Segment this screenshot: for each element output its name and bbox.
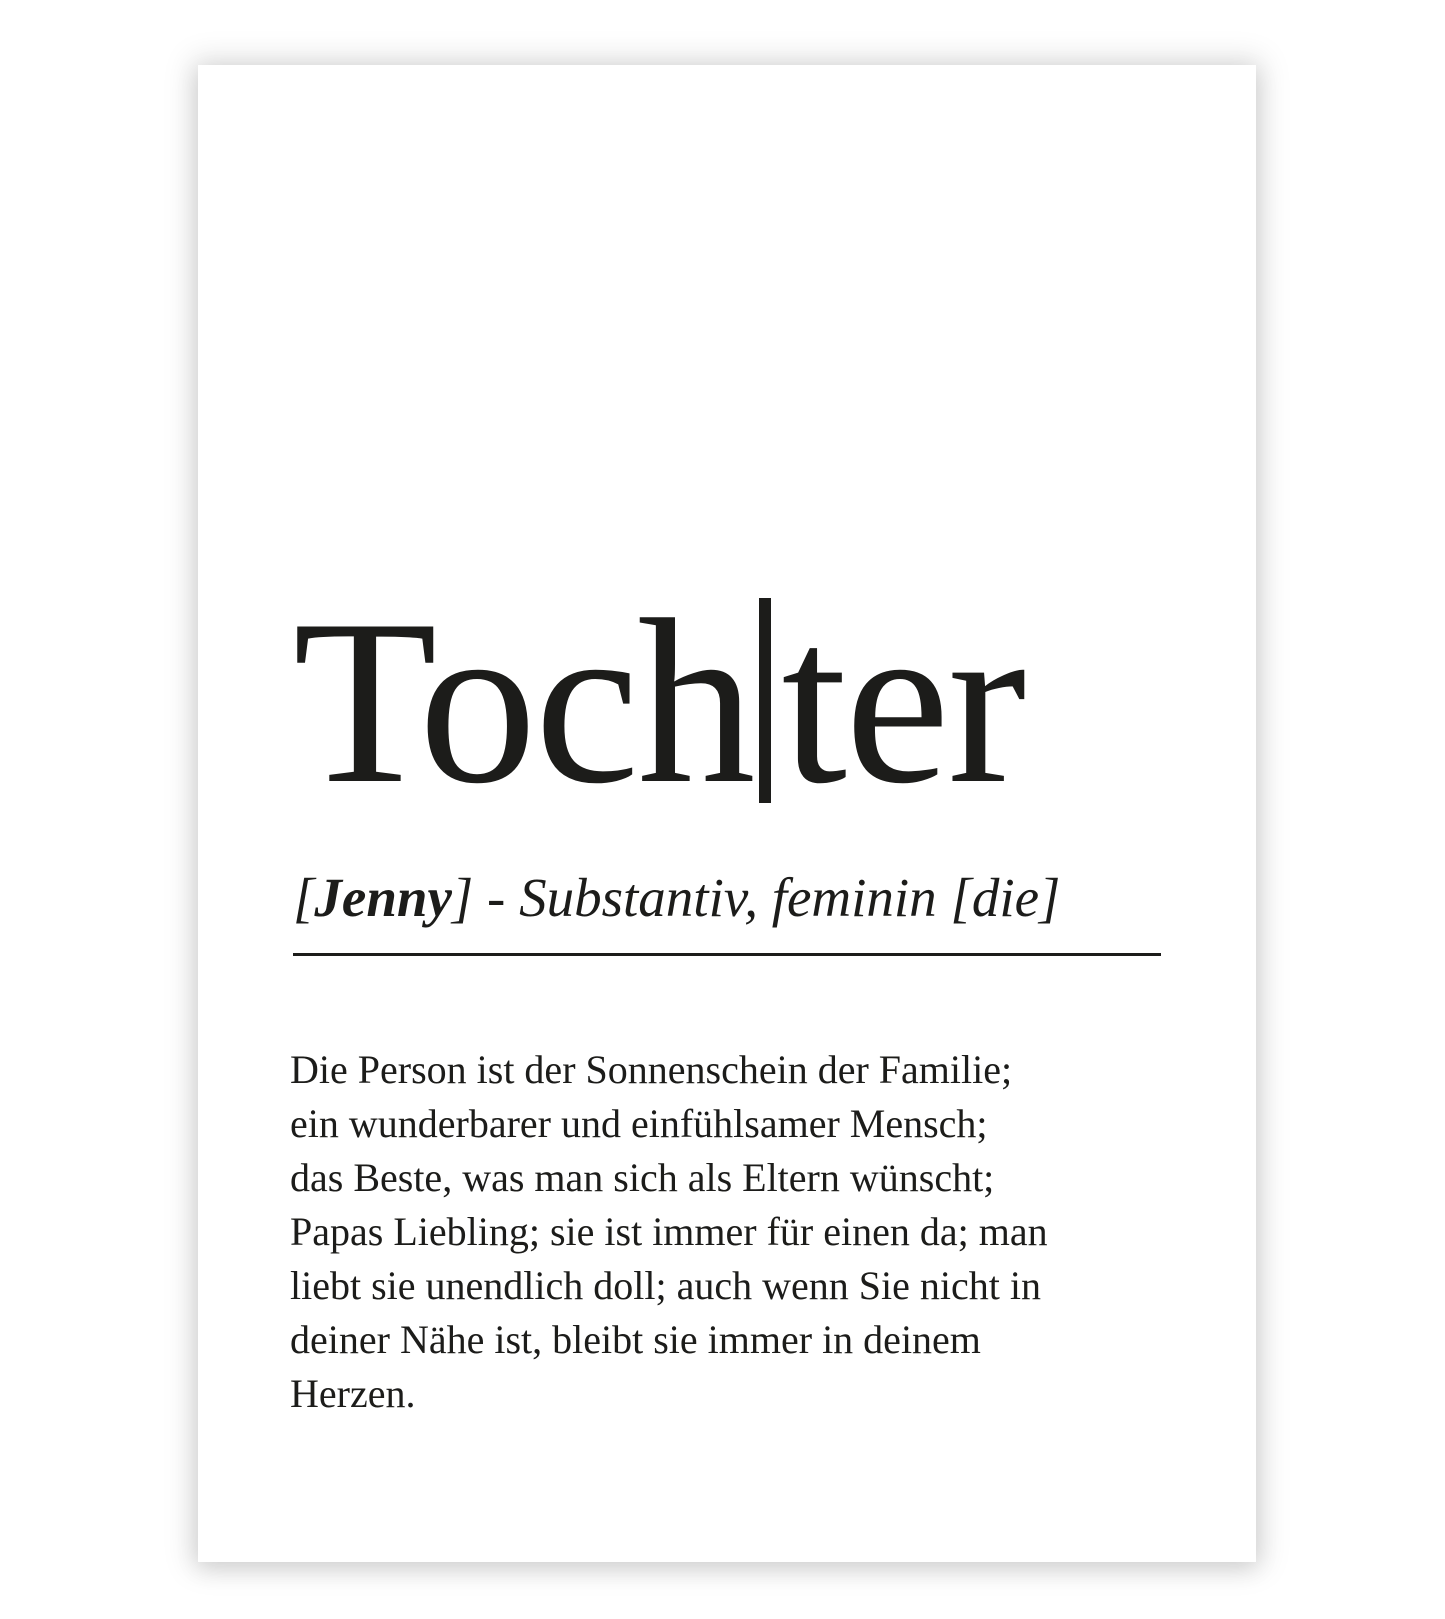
definition-line: ein wunderbarer und einfühlsamer Mensch; bbox=[290, 1101, 988, 1146]
personal-name: Jenny bbox=[314, 867, 452, 928]
headword bbox=[293, 572, 1025, 833]
headword-part-2: ter bbox=[781, 572, 1025, 833]
divider-rule bbox=[293, 953, 1161, 956]
definition-line: deiner Nähe ist, bleibt sie immer in deinem bbox=[290, 1317, 981, 1362]
headword-part-1: Toch bbox=[293, 572, 754, 833]
grammar-line bbox=[293, 865, 1060, 931]
grammar-details: ] - Substantiv, feminin [die] bbox=[451, 867, 1061, 928]
definition-text bbox=[290, 1043, 1190, 1421]
poster-card bbox=[198, 65, 1256, 1562]
definition-line: Papas Liebling; sie ist immer für einen da; man bbox=[290, 1209, 1048, 1254]
definition-line: das Beste, was man sich als Eltern wünscht; bbox=[290, 1155, 995, 1200]
definition-line: Die Person ist der Sonnenschein der Familie; bbox=[290, 1047, 1013, 1092]
definition-line: liebt sie unendlich doll; auch wenn Sie nicht in bbox=[290, 1263, 1041, 1308]
syllable-divider bbox=[759, 598, 771, 803]
grammar-open-bracket: [ bbox=[293, 867, 315, 928]
definition-line: Herzen. bbox=[290, 1371, 416, 1416]
